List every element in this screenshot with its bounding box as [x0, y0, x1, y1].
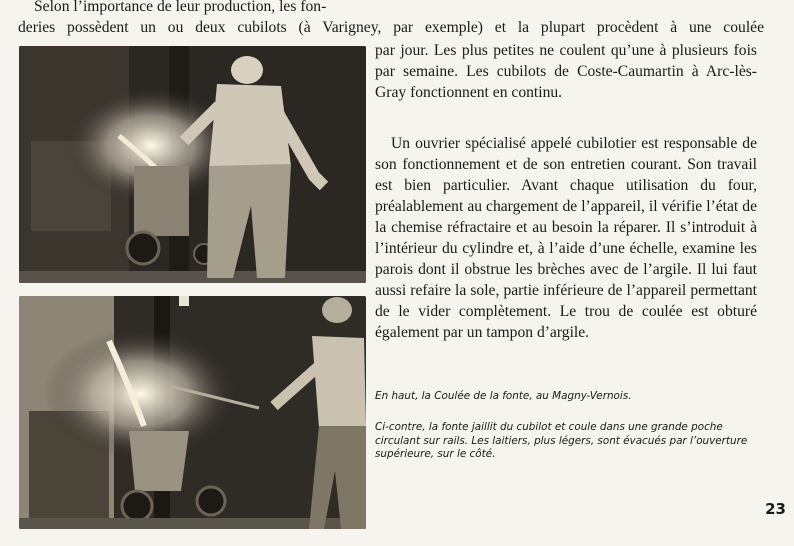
body-paragraph-2: Un ouvrier spécialisé appelé cubilotier est responsable de son fonctionnement et de son entretien courant. Son travail est bien particulier. Avant chaque utilisation du four, préalablement au chargement de l’appareil, il vérifie l’état de la chemise réfractaire et au besoin la réparer. Il s’introduit à l’intérieur du cylindre et, à l’aide d’une échelle, examine les parois dont il obstrue les brèches avec de l’argile. Il lui faut aussi refaire la sole, partie inférieure de l’appareil permettant de le vider complètement. Le trou de coulée est obturé également par un tampon d’argile.	[375, 135, 757, 341]
foundry-photo-bottom	[19, 296, 366, 529]
foundry-photo-top	[19, 46, 366, 283]
intro-line-1: Selon l’importance de leur production, les fon-	[34, 0, 327, 15]
page-number: 23	[765, 500, 786, 518]
caption-bottom: Ci-contre, la fonte jaillit du cubilot et coule dans une grande poche circulant sur rails. Les laitiers, plus légers, sont évacués par l’ouverture supérieure, sur le côté.	[375, 421, 748, 460]
caption-top: En haut, la Coulée de la fonte, au Magny-Vernois.	[375, 390, 632, 402]
body-paragraph-1: par jour. Les plus petites ne coulent qu’une à plusieurs fois par semaine. Les cubilots de Coste-Caumartin à Arc-lès-Gray fonctionnent en continu.	[375, 42, 757, 101]
intro-line-2: deries possèdent un ou deux cubilots (à Varigney, par exemple) et la plupart procèdent à une coulée	[18, 19, 764, 36]
intro-paragraph	[18, 0, 764, 38]
